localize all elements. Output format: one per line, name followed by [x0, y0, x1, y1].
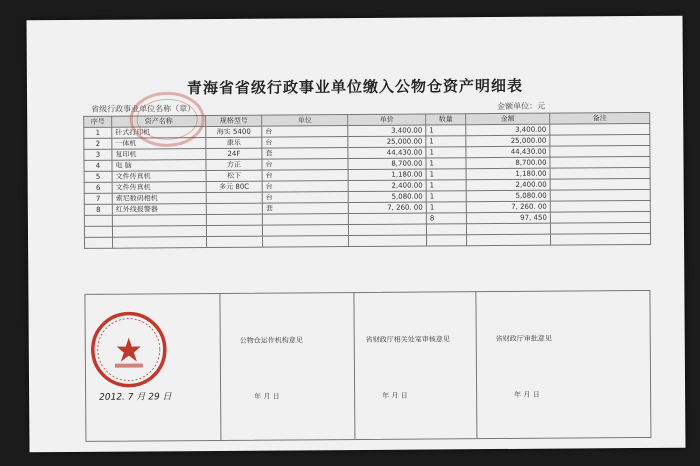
col-header-unit: 单位 [262, 115, 348, 127]
cell-name: 红外线报警器 [112, 204, 206, 216]
cell-amount: 7, 260. 00 [466, 201, 550, 213]
cell-unit: 台 [262, 192, 348, 204]
col-header-spec: 规格型号 [206, 115, 262, 126]
total-qty: 8 [426, 213, 466, 224]
cell-spec: 康乐 [206, 137, 262, 148]
cell-amount: 8,700.00 [466, 157, 550, 169]
approval-opinion-finance: 省财政厅审批意见 [495, 334, 552, 344]
cell-qty: 1 [426, 136, 466, 147]
cell-price: 5,080.00 [348, 191, 426, 203]
cell-note [550, 134, 650, 146]
cell-note [550, 189, 650, 201]
cell-qty: 1 [426, 147, 466, 158]
cell-note [550, 123, 650, 135]
cell-unit: 台 [262, 159, 348, 171]
col-header-no: 序号 [84, 116, 112, 127]
cell-no: 6 [84, 182, 112, 193]
cell-note [550, 200, 650, 212]
col-header-qty: 数量 [426, 114, 466, 125]
cell-price: 7, 260. 00 [348, 202, 426, 214]
cell-no: 5 [84, 171, 112, 182]
cell-qty: 1 [426, 158, 466, 169]
cell-spec: 多元 80C [206, 181, 262, 192]
cell-amount: 25,000.00 [466, 135, 550, 147]
approval-opinion-warehouse: 公物仓运作机构意见 [239, 336, 303, 345]
approval-section [84, 290, 651, 442]
cell-name: 复印机 [112, 149, 206, 161]
cell-price: 44,430.00 [348, 147, 426, 159]
cell-no: 2 [84, 138, 112, 149]
cell-price: 3,400.00 [348, 125, 426, 137]
cell-name: 一体机 [112, 138, 206, 150]
approval-divider [475, 292, 477, 438]
cell-amount: 3,400.00 [466, 124, 550, 136]
cell-no: 3 [84, 149, 112, 160]
cell-price: 8,700.00 [348, 158, 426, 170]
cell-amount: 5,080.00 [466, 190, 550, 202]
cell-qty: 1 [426, 180, 466, 191]
cell-note [550, 156, 650, 168]
cell-spec: 松下 [206, 170, 262, 181]
cell-unit: 套 [262, 203, 348, 215]
cell-no: 4 [84, 160, 112, 171]
cell-unit: 台 [262, 170, 348, 182]
cell-name: 针式打印机 [112, 127, 206, 139]
cell-name: 电 脑 [112, 160, 206, 172]
cell-spec: 海实 5400 [206, 126, 262, 137]
col-header-name: 资产名称 [112, 116, 206, 128]
currency-unit-label: 金额单位：元 [497, 101, 546, 112]
handwritten-date: 2012. 7 月 29 日 [99, 392, 172, 403]
cell-price: 1,180.00 [348, 169, 426, 181]
approval-date-1: 年 月 日 [254, 392, 280, 401]
cell-qty: 1 [426, 125, 466, 136]
cell-amount: 2,400.00 [466, 179, 550, 191]
approval-date-2: 年 月 日 [382, 391, 408, 400]
document-page [27, 16, 686, 453]
cell-no: 8 [84, 204, 112, 215]
cell-price: 2,400.00 [348, 180, 426, 192]
cell-no: 7 [84, 193, 112, 204]
official-seal-icon [89, 309, 170, 390]
cell-name: 索尼数码相机 [112, 193, 206, 205]
unit-name-label: 省级行政事业单位名称（章） [91, 104, 196, 114]
cell-note [550, 145, 650, 157]
cell-qty: 1 [426, 169, 466, 180]
col-header-price: 单价 [348, 114, 426, 126]
total-amount: 97, 450 [466, 212, 550, 224]
document-title: 青海省省级行政事业单位缴入公物仓资产明细表 [186, 76, 524, 98]
faded-stamp-icon [127, 89, 207, 150]
cell-unit: 台 [262, 181, 348, 193]
col-header-amount: 金额 [466, 113, 550, 125]
cell-price: 25,000.00 [348, 136, 426, 148]
cell-unit: 台 [262, 126, 348, 138]
cell-unit: 套 [262, 148, 348, 160]
col-header-note: 备注 [550, 112, 650, 124]
cell-spec: 方正 [206, 159, 262, 170]
cell-spec [206, 203, 262, 214]
cell-amount: 44,430.00 [466, 146, 550, 158]
approval-date-3: 年 月 日 [514, 390, 540, 399]
approval-opinion-department: 省财政厅相关处室审核意见 [365, 335, 450, 344]
approval-divider [353, 293, 355, 439]
cell-amount: 1,180.00 [466, 168, 550, 180]
cell-unit: 台 [262, 137, 348, 149]
approval-divider [219, 294, 221, 440]
cell-name: 文件传真机 [112, 171, 206, 183]
cell-name: 文件传真机 [112, 182, 206, 194]
cell-no: 1 [84, 127, 112, 138]
cell-spec: 24F [206, 148, 262, 159]
cell-note [550, 167, 650, 179]
cell-spec [206, 192, 262, 203]
cell-qty: 1 [426, 191, 466, 202]
cell-note [550, 178, 650, 190]
cell-qty: 1 [426, 202, 466, 213]
